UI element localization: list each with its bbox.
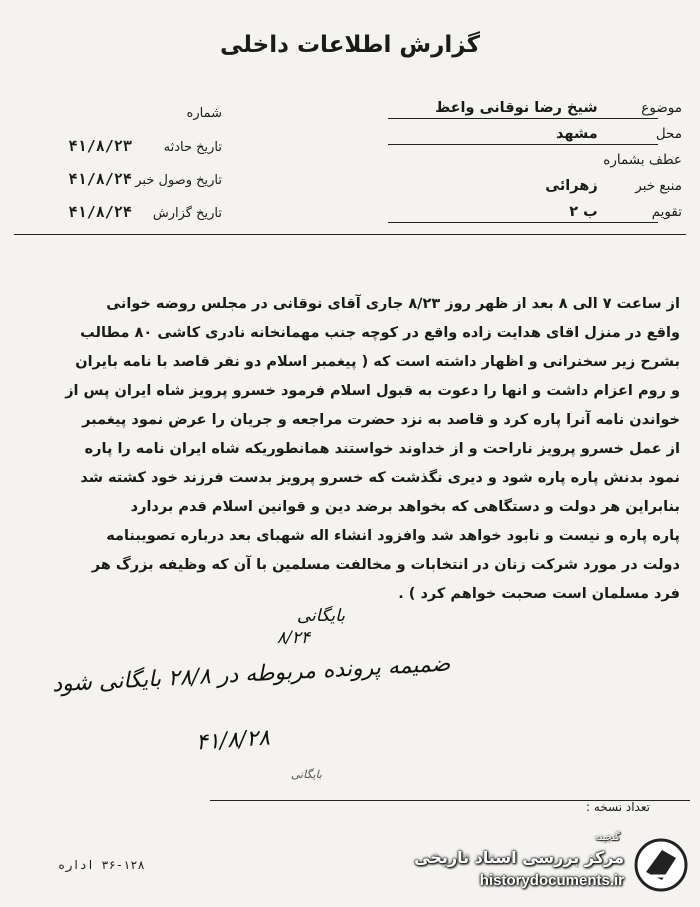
handwritten-date-small: ۸/۲۴ [276, 628, 310, 648]
body-line: واقع در منزل اقای هدایت زاده واقع در کوچه جنب مهمانخانه نادری کاشی ۸۰ مطالب [80, 325, 680, 341]
archive-watermark [390, 830, 690, 900]
event-date-label: تاریخ حادثه [163, 140, 222, 155]
report-date-value: ۴۱/۸/۲۴ [68, 203, 132, 221]
source-label: منبع خبر [635, 178, 682, 194]
rating-underline [388, 222, 658, 223]
archive-logo-icon [632, 836, 690, 894]
copies-label: تعداد نسخه : [585, 800, 650, 814]
handwritten-note-top: بایگانی [296, 606, 345, 626]
report-body [40, 290, 680, 609]
number-row [22, 97, 222, 130]
handwritten-date-bottom: ۴۱/۸/۲۸ [195, 725, 271, 756]
body-line: پاره پاره و نیست و نابود خواهد شد وافزود انشاء اله شهبای بعد درباره تصویبنامه [106, 528, 680, 544]
place-label: محل [655, 126, 682, 142]
handwritten-main-note: ضمیمه پرونده مربوطه در ۲۸/۸ بایگانی شود [51, 651, 451, 698]
place-value: مشهد [556, 126, 598, 142]
subject-value: شیخ رضا نوقانی واعظ [435, 100, 598, 116]
receipt-date-label: تاریخ وصول خبر [135, 173, 222, 188]
source-row [342, 173, 682, 199]
handwritten-initials: بایگانی [290, 768, 322, 781]
watermark-small-text: گنجینه [594, 832, 620, 843]
event-date-row [22, 130, 222, 163]
form-code: ۳۶-۱۲۸ اداره [58, 858, 145, 872]
subject-underline [388, 118, 658, 119]
report-date-label: تاریخ گزارش [152, 206, 222, 221]
body-line: بشرح زیر سخنرانی و اظهار داشته است که ( پیغمبر اسلام دو نفر قاصد با نامه بایران [75, 354, 680, 370]
header-left-block [22, 97, 222, 229]
source-value: زهرائی [545, 178, 598, 194]
body-line: بنابراین هر دولت و دستگاهی که بخواهد برضد دین و قوانین اسلام قدم بردارد [130, 499, 680, 515]
reference-label: عطف بشماره [603, 152, 682, 168]
body-line: خواندن نامه آنرا پاره کرد و قاصد به نزد حضرت مراجعه و جریان را عرض نمود پیغمبر [82, 412, 680, 428]
header-divider [14, 234, 686, 235]
reference-row [342, 147, 682, 173]
event-date-value: ۴۱/۸/۲۳ [68, 137, 132, 155]
body-line: فرد مسلمان است صحبت خواهم کرد ) . [398, 586, 680, 602]
watermark-url: historydocuments.ir [479, 872, 624, 889]
subject-label: موضوع [641, 100, 682, 116]
body-line: از عمل خسرو پرویز ناراحت و از خداوند خواستند همانطوریکه شاه ایران نامه را پاره [84, 441, 680, 457]
receipt-date-value: ۴۱/۸/۲۴ [68, 170, 132, 188]
body-line: دولت در مورد شرکت زنان در انتخابات و مخالفت مسلمین با آن که وظیفه بزرگ هر [91, 557, 680, 573]
watermark-name: مرکز بررسی اسناد تاریخی [414, 848, 624, 867]
rating-value: ب ۲ [569, 204, 598, 220]
rating-label: تقویم [651, 204, 682, 220]
header-right-block [342, 95, 682, 225]
report-date-row [22, 196, 222, 229]
body-line: از ساعت ۷ الی ۸ بعد از ظهر روز ۸/۲۳ جاری آقای نوقانی در مجلس روضه خوانی [106, 296, 680, 312]
body-line: نمود بدنش پاره پاره شود و دیری نگذشت که خسرو پرویز بدست فرزند خود کشته شد [80, 470, 680, 486]
number-label: شماره [186, 106, 222, 121]
report-title: گزارش اطلاعات داخلی [220, 32, 480, 58]
place-underline [388, 144, 658, 145]
receipt-date-row [22, 163, 222, 196]
body-line: و روم اعزام داشت و انها را دعوت به قبول اسلام فرمود خسرو پرویز شاه ایران پس از [65, 383, 680, 399]
